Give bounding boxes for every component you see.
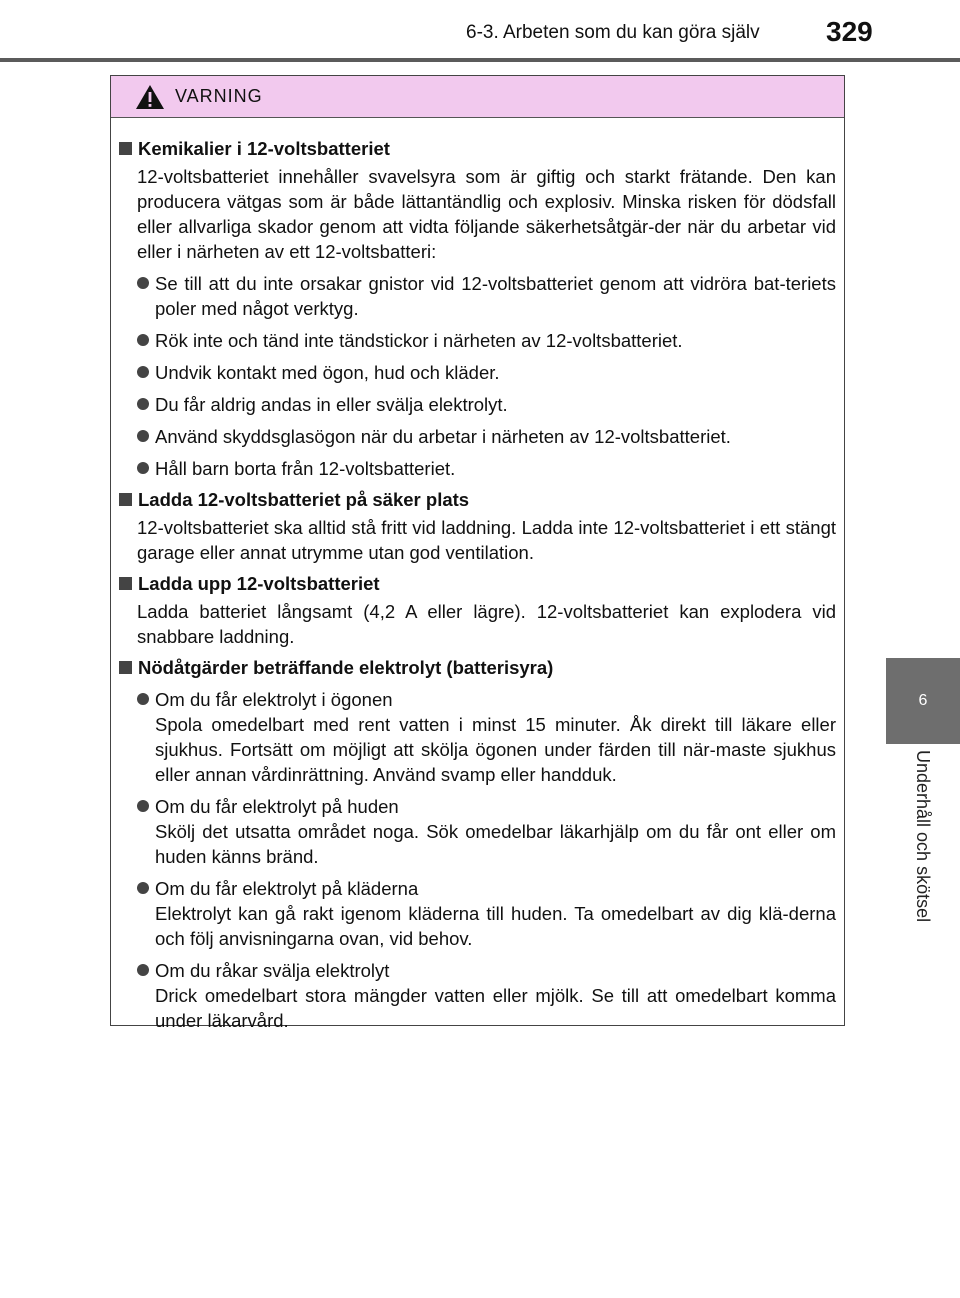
page-number: 329 [826, 16, 873, 47]
circle-bullet-icon [137, 964, 149, 976]
chapter-label-container [886, 750, 960, 960]
square-bullet-icon [119, 577, 132, 590]
section-safe-charging [117, 487, 836, 565]
bullet-heading: Om du råkar svälja elektrolyt [155, 960, 390, 981]
square-bullet-icon [119, 142, 132, 155]
section-body: 12-voltsbatteriet innehåller svavelsyra som är giftig och starkt frätande. Den kan producera vätgas som är både lättantändlig och explosiv. Minska risken för dödsfall eller allvarliga skador genom att vidta följande säkerhetsåtgär-der när du arbetar vid eller i närheten av ett 12-voltsbatteri: [137, 166, 836, 262]
bullet-text: Elektrolyt kan gå rakt igenom kläderna till huden. Ta omedelbart av dig klä-derna och följ anvisningarna ovan, vid behov. [155, 903, 836, 949]
section-title-row [117, 655, 836, 680]
section-title-row [117, 136, 836, 161]
chapter-title: Underhåll och skötsel [913, 750, 933, 923]
circle-bullet-icon [137, 430, 149, 442]
warning-box [110, 75, 845, 1031]
circle-bullet-icon [137, 277, 149, 289]
bullet-block [155, 794, 836, 869]
bullet-block [155, 876, 836, 951]
section-heading: Ladda 12-voltsbatteriet på säker plats [138, 489, 470, 510]
section-body: Ladda batteriet långsamt (4,2 A eller lägre). 12-voltsbatteriet kan explodera vid snabbare laddning. [137, 601, 836, 647]
circle-bullet-icon [137, 693, 149, 705]
bullet-block [155, 687, 836, 787]
section-title-row [117, 571, 836, 596]
list-item [117, 456, 836, 481]
bullet-text: Du får aldrig andas in eller svälja elektrolyt. [155, 394, 508, 415]
bullet-heading: Om du får elektrolyt på huden [155, 796, 399, 817]
section-charge-up [117, 571, 836, 649]
bullet-text: Se till att du inte orsakar gnistor vid 12-voltsbatteriet genom att vidröra bat-teriets poler med något verktyg. [155, 273, 836, 319]
circle-bullet-icon [137, 462, 149, 474]
bullet-text: Spola omedelbart med rent vatten i minst 15 minuter. Åk direkt till läkare eller sjukhus. Fortsätt om möjligt att skölja ögonen under färden till när-maste sjukhus eller annan vårdinrättning. Använd svamp eller handduk. [155, 714, 836, 785]
page-header [0, 0, 960, 56]
bullet-heading: Om du får elektrolyt i ögonen [155, 689, 393, 710]
square-bullet-icon [119, 661, 132, 674]
bullet-text: Drick omedelbart stora mängder vatten eller mjölk. Se till att omedelbart komma under läkarvård. [155, 985, 836, 1031]
list-item [117, 958, 836, 1033]
circle-bullet-icon [137, 334, 149, 346]
section-heading: Kemikalier i 12-voltsbatteriet [138, 138, 390, 159]
circle-bullet-icon [137, 366, 149, 378]
warning-content [111, 118, 844, 1033]
section-heading: Ladda upp 12-voltsbatteriet [138, 573, 380, 594]
list-item [117, 876, 836, 951]
list-item [117, 424, 836, 449]
section-chemicals [117, 136, 836, 481]
section-title: 6-3. Arbeten som du kan göra själv [466, 22, 760, 43]
bullet-text: Använd skyddsglasögon när du arbetar i närheten av 12-voltsbatteriet. [155, 426, 731, 447]
section-heading: Nödåtgärder beträffande elektrolyt (batterisyra) [138, 657, 554, 678]
bullet-text: Undvik kontakt med ögon, hud och kläder. [155, 362, 500, 383]
header-divider [0, 58, 960, 62]
section-title-row [117, 487, 836, 512]
list-item [117, 687, 836, 787]
list-item [117, 328, 836, 353]
bullet-text: Skölj det utsatta området noga. Sök omedelbar läkarhjälp om du får ont eller om huden känns bränd. [155, 821, 836, 867]
square-bullet-icon [119, 493, 132, 506]
circle-bullet-icon [137, 882, 149, 894]
list-item [117, 794, 836, 869]
bullet-block [155, 958, 836, 1033]
circle-bullet-icon [137, 800, 149, 812]
bullet-text: Håll barn borta från 12-voltsbatteriet. [155, 458, 456, 479]
warning-header [111, 76, 844, 118]
circle-bullet-icon [137, 398, 149, 410]
bullet-heading: Om du får elektrolyt på kläderna [155, 878, 419, 899]
chapter-number: 6 [918, 692, 928, 709]
list-item [117, 360, 836, 385]
chapter-tab [886, 658, 960, 744]
bullet-text: Rök inte och tänd inte tändstickor i närheten av 12-voltsbatteriet. [155, 330, 683, 351]
warning-title: VARNING [175, 86, 263, 106]
section-body: 12-voltsbatteriet ska alltid stå fritt vid laddning. Ladda inte 12-voltsbatteriet i ett stängt garage eller annat utrymme utan god ventilation. [137, 517, 836, 563]
list-item [117, 392, 836, 417]
section-emergency [117, 655, 836, 1033]
warning-triangle-icon [135, 84, 165, 110]
list-item [117, 271, 836, 321]
